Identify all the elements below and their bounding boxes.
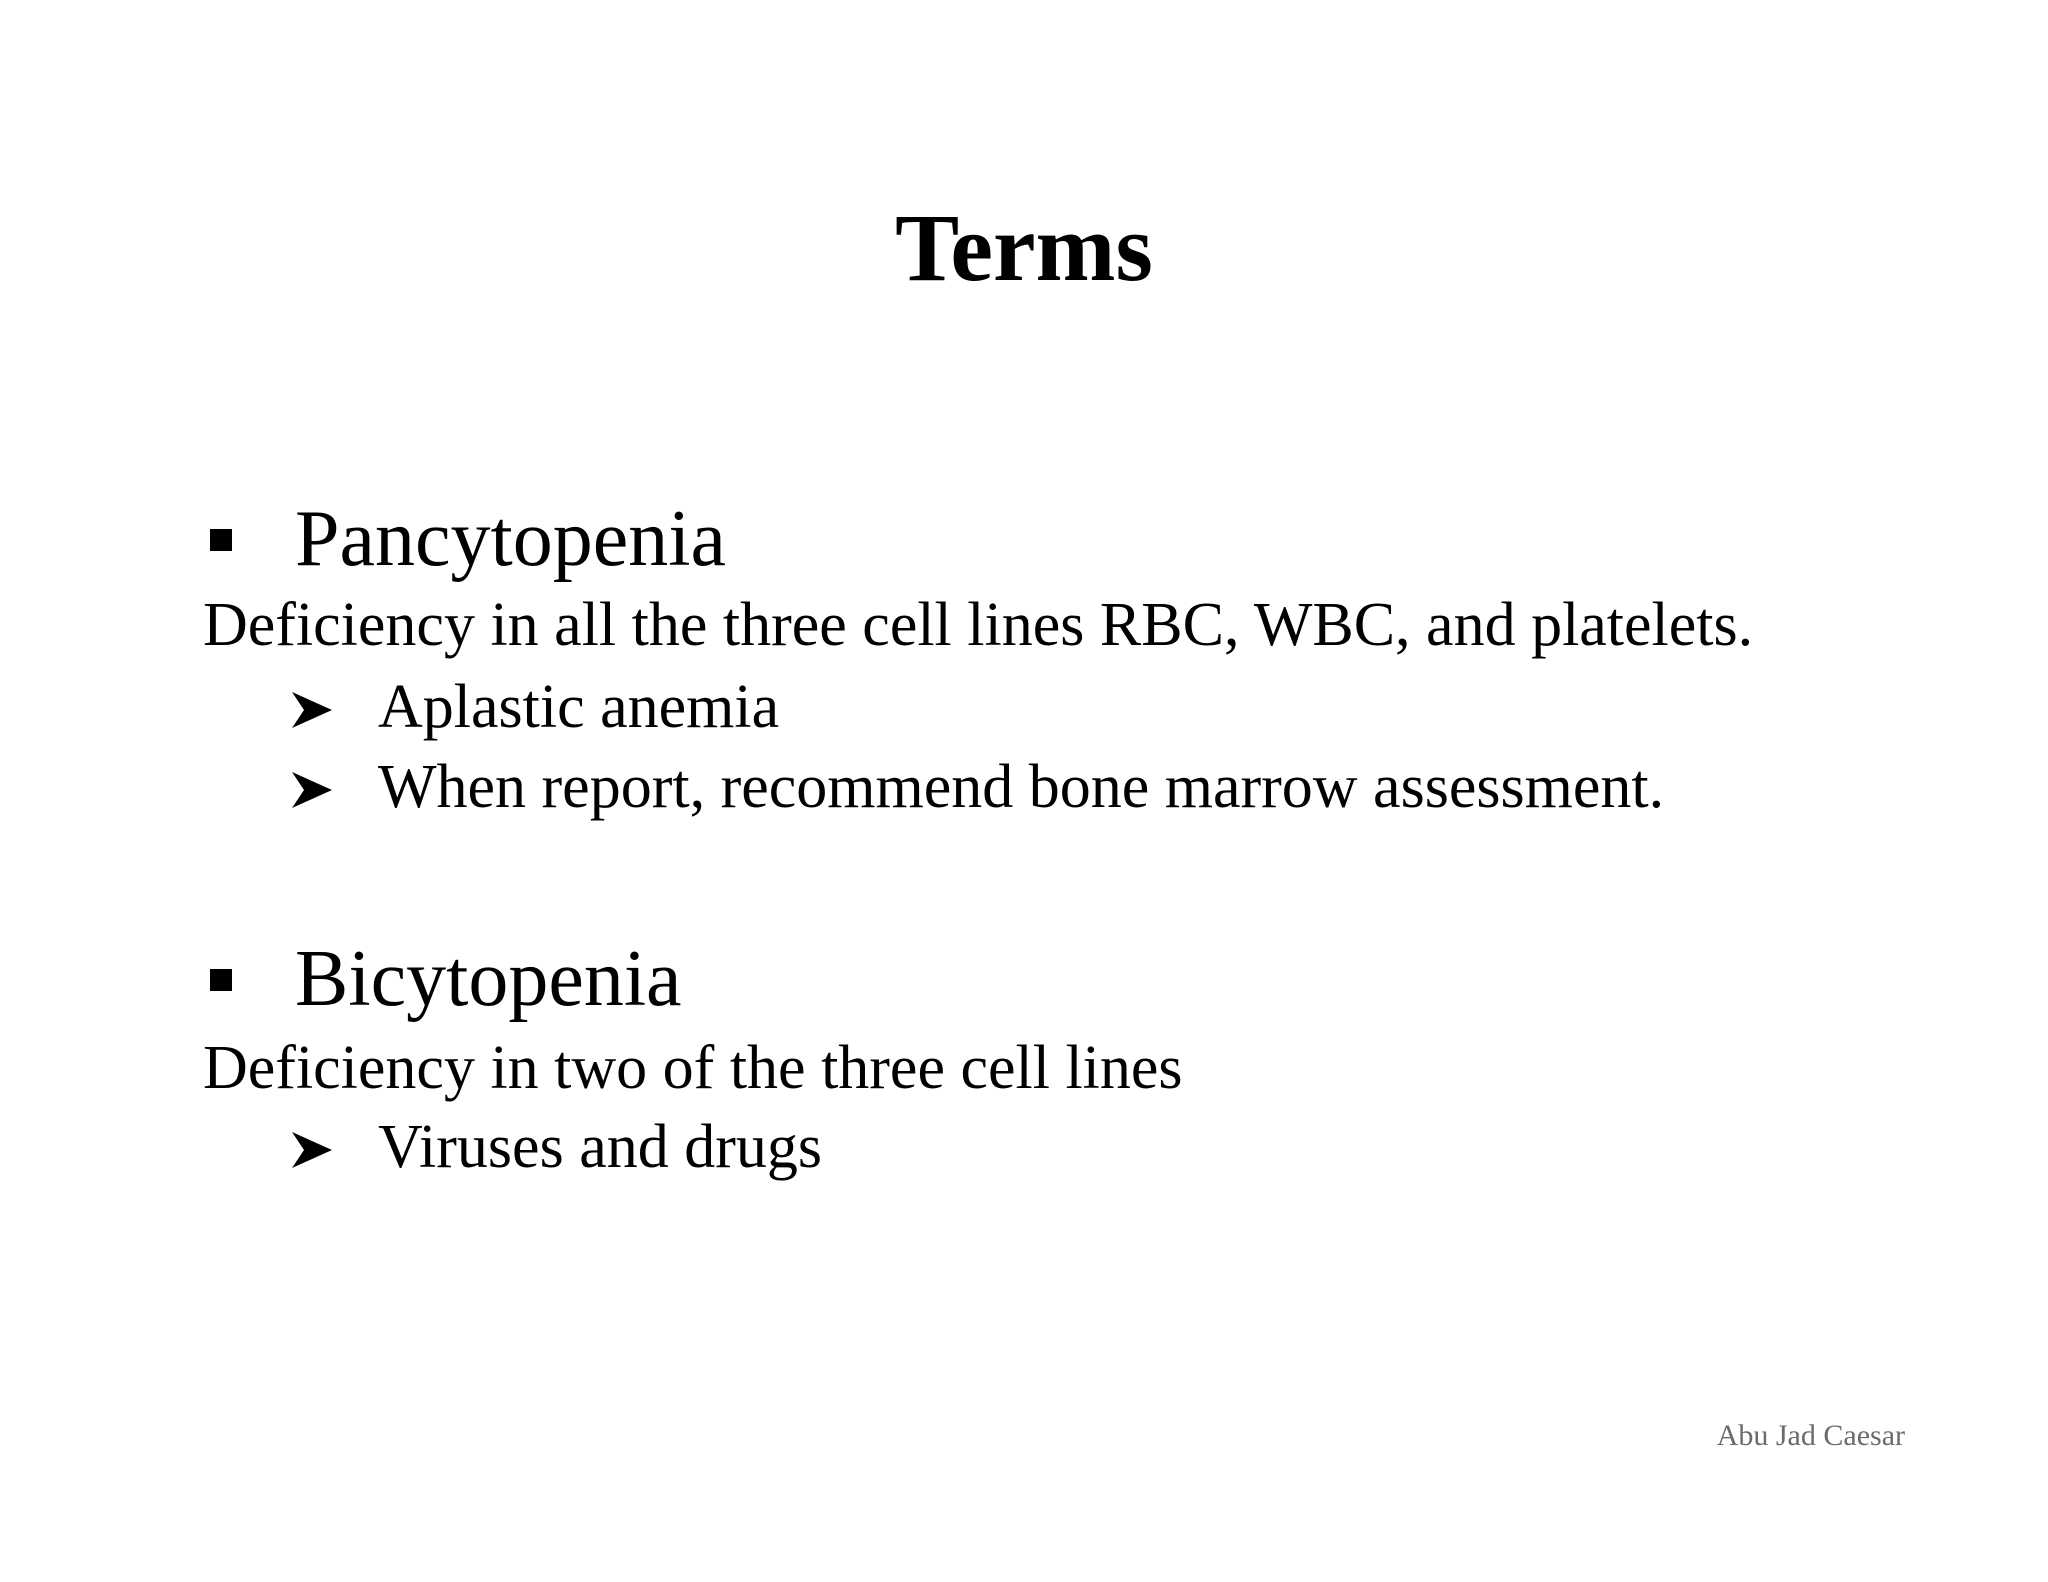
sub-item-text: Viruses and drugs xyxy=(378,1113,822,1181)
slide-title: Terms xyxy=(895,194,1153,301)
term-name: Pancytopenia xyxy=(295,495,726,583)
author-footer: Abu Jad Caesar xyxy=(1716,1419,1905,1452)
term-name: Bicytopenia xyxy=(295,935,682,1023)
arrowhead-bullet-icon xyxy=(290,770,334,810)
term-definition: Deficiency in two of the three cell lines xyxy=(203,1034,1183,1102)
square-bullet-icon xyxy=(210,969,232,991)
term-definition: Deficiency in all the three cell lines RBC, WBC, and platelets. xyxy=(203,591,1754,659)
arrowhead-bullet-icon xyxy=(290,690,334,730)
sub-item-text: When report, recommend bone marrow assessment. xyxy=(378,753,1665,821)
sub-item-text: Aplastic anemia xyxy=(378,673,780,741)
arrowhead-bullet-icon xyxy=(290,1130,334,1170)
square-bullet-icon xyxy=(210,529,232,551)
